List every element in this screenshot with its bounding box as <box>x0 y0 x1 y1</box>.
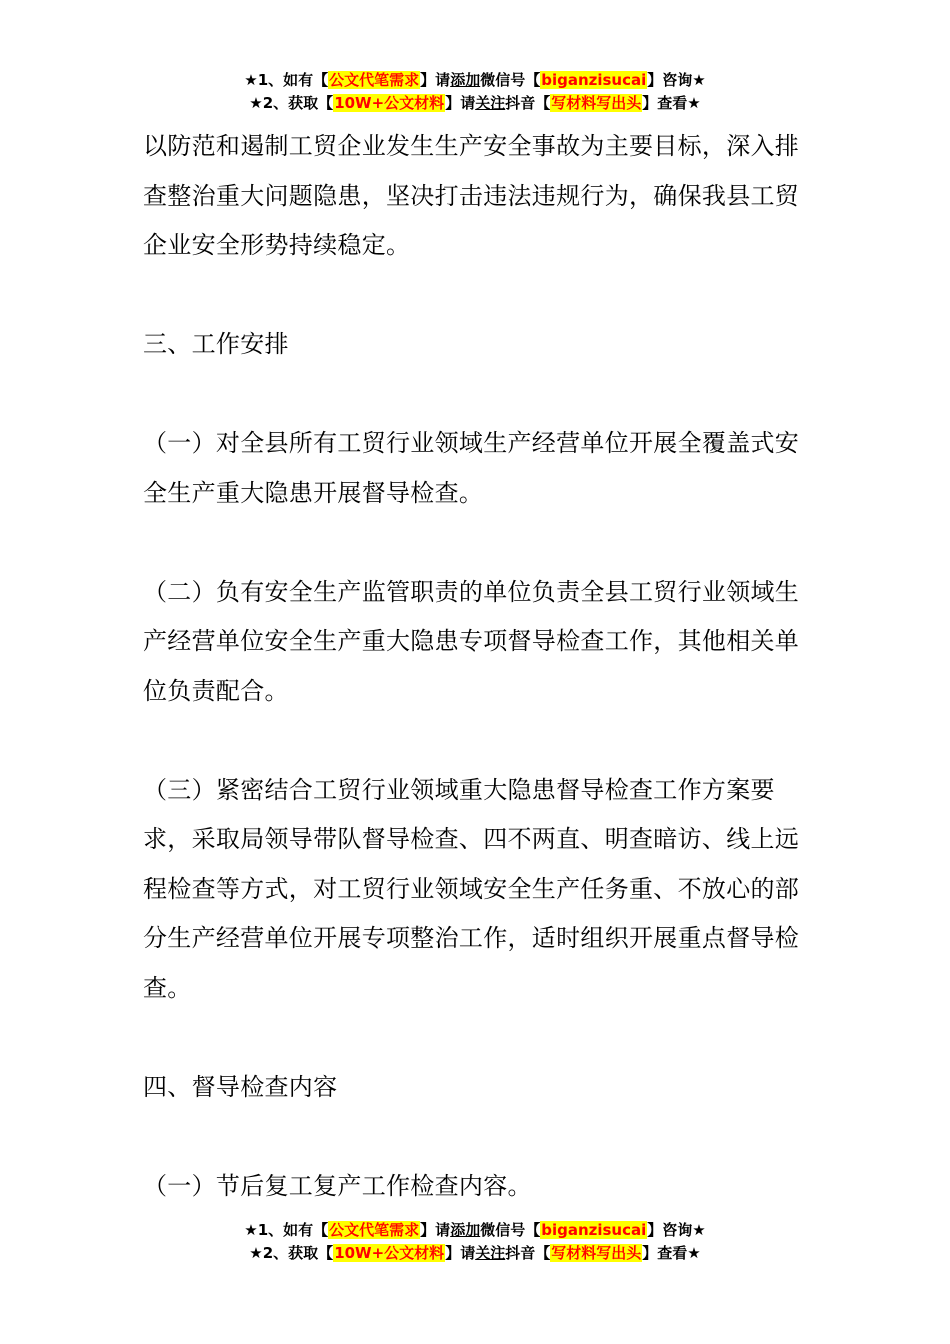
paragraph-item-2: （二）负有安全生产监管职责的单位负责全县工贸行业领域生产经营单位安全生产重大隐患专项督导检查工作，其他相关单位负责配合。 <box>143 577 800 705</box>
highlight-text: 10W+公文材料 <box>334 1244 445 1262</box>
section-heading-work-arrangement: 三、工作安排 <box>143 330 289 358</box>
wechat-id: biganzisucai <box>541 1221 647 1239</box>
banner-line-1: ★1、如有【公文代笔需求】请添加微信号【biganzisucai】咨询★ <box>244 1221 706 1239</box>
douyin-id: 写材料写出头 <box>551 94 642 112</box>
paragraph-item-1: （一）对全县所有工贸行业领域生产经营单位开展全覆盖式安全生产重大隐患开展督导检查。 <box>143 429 800 507</box>
header-banner <box>0 69 950 115</box>
banner-line-2: ★2、获取【10W+公文材料】请关注抖音【写材料写出头】查看★ <box>249 94 701 112</box>
document-body <box>143 122 813 1211</box>
highlight-text: 10W+公文材料 <box>334 94 445 112</box>
footer-banner <box>0 1219 950 1265</box>
paragraph-subitem-1: （一）节后复工复产工作检查内容。 <box>143 1171 532 1200</box>
highlight-text: 公文代笔需求 <box>329 1221 420 1239</box>
banner-line-1: ★1、如有【公文代笔需求】请添加微信号【biganzisucai】咨询★ <box>244 71 706 89</box>
paragraph-item-3: （三）紧密结合工贸行业领域重大隐患督导检查工作方案要求，采取局领导带队督导检查、四不两直、明查暗访、线上远程检查等方式，对工贸行业领域安全生产任务重、不放心的部分生产经营单位开展专项整治工作，适时组织开展重点督导检查。 <box>143 775 800 1002</box>
paragraph-goal: 以防范和遏制工贸企业发生生产安全事故为主要目标，深入排查整治重大问题隐患，坚决打击违法违规行为，确保我县工贸企业安全形势持续稳定。 <box>143 132 800 259</box>
section-heading-inspection-content: 四、督导检查内容 <box>143 1072 338 1101</box>
banner-line-2: ★2、获取【10W+公文材料】请关注抖音【写材料写出头】查看★ <box>249 1244 701 1262</box>
douyin-id: 写材料写出头 <box>551 1244 642 1262</box>
wechat-id: biganzisucai <box>541 71 647 89</box>
highlight-text: 公文代笔需求 <box>329 71 420 89</box>
